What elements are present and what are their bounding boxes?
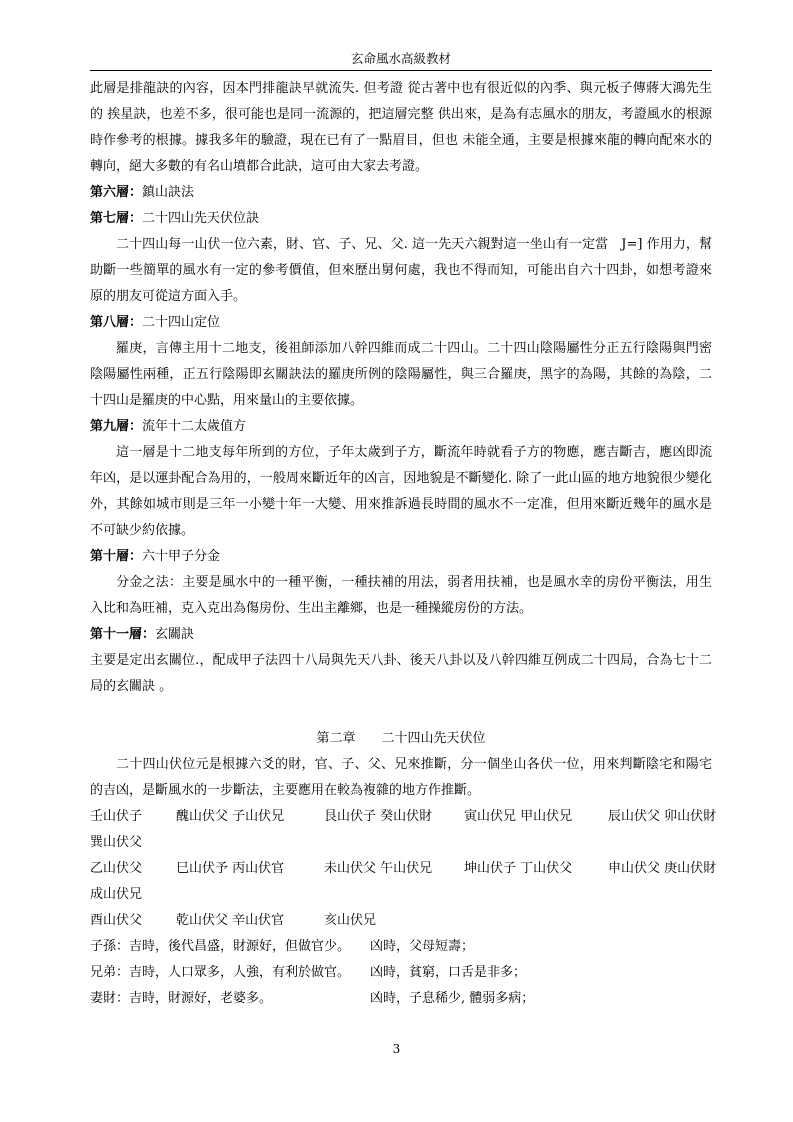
section-8-label: 第八層：	[90, 315, 143, 330]
section-7-label: 第七層：	[90, 211, 143, 226]
section-10-title: 六十甲子分金	[142, 549, 221, 564]
section-10	[90, 544, 712, 570]
fate-line	[90, 960, 712, 986]
section-7-title: 二十四山先天伏位訣	[142, 211, 260, 226]
mountain-cell: 醜山伏父 子山伏兄	[176, 809, 285, 824]
section-9-label: 第九層：	[90, 419, 143, 434]
mountain-cell: 寅山伏兄 甲山伏兄	[464, 809, 573, 824]
mountain-cell: 艮山伏子 癸山伏財	[324, 809, 433, 824]
mountain-cell: 坤山伏子 丁山伏父	[464, 861, 573, 876]
section-9-title: 流年十二太歲值方	[142, 419, 247, 434]
page-content	[90, 76, 717, 1012]
mountain-cell: 亥山伏兄	[324, 913, 377, 928]
fate-bad: 凶時，父母短壽；	[370, 939, 475, 954]
fate-good: 兄弟：吉時，人口眾多，人強，有利於做官。	[90, 965, 351, 980]
mountain-row	[90, 908, 712, 934]
fate-line	[90, 986, 712, 1012]
section-9-body: 這一層是十二地支每年所到的方位，子年太歲到子方，斷流年時就看子方的物應，應吉斷吉，應凶即流年凶，是以運卦配合為用的，一般周來斷近年的凶言，因地貌是不斷變化. 除了一此山區的地方地貌很少變化外，其餘如城市則是三年一小變十年一大變、用來推訴過長時間的風水不一定准，但用來斷近幾年的風水是不可缺少約依據。	[90, 445, 712, 538]
section-11-body: 主要是定出玄關位.，配成甲子法四十八局與先天八卦、後天八卦以及八幹四維互例成二十四局，合為七十二局的玄關訣 。	[90, 653, 712, 694]
mountain-row	[90, 830, 712, 856]
mountain-cell: 辰山伏父 卯山伏財	[608, 809, 717, 824]
fate-good: 妻財：吉時，財源好，老婆多。	[90, 991, 273, 1006]
section-7-body: 二十四山每一山伏一位六素，財、官、子、兄、父. 這一先天六親對這一坐山有一定當 J=] 作用力，幫助斷一些簡單的風水有一定的參考價值，但來歷出舅何處，我也不得而知，可能出自六十四卦，如想考證來原的朋友可從這方面入手。	[90, 237, 712, 304]
section-10-body: 分金之法：主要是風水中的一種平衡，一種扶補的用法，弱者用扶補，也是風水幸的房份平衡法，用生入比和為旺補，克入克出為傷房份、生出主離鄉，也是一種操縱房份的方法。	[90, 575, 712, 616]
section-11	[90, 622, 712, 648]
mountain-cell: 酉山伏父	[90, 913, 143, 928]
mountain-row	[90, 856, 717, 882]
header-rule	[90, 70, 712, 71]
fate-bad: 凶時，子息稀少, 體弱多病；	[370, 991, 535, 1006]
section-8	[90, 310, 712, 336]
mountain-cell: 乾山伏父 辛山伏官	[176, 913, 285, 928]
chapter-heading	[90, 726, 712, 752]
mountain-cell: 巳山伏予 丙山伏官	[176, 861, 285, 876]
running-header: 玄命風水高級教材	[350, 51, 451, 66]
mountain-cell: 未山伏父 午山伏兄	[324, 861, 433, 876]
section-7	[90, 206, 712, 232]
section-6-label: 第六層：	[90, 185, 143, 200]
section-8-title: 二十四山定位	[142, 315, 221, 330]
section-6-title: 鎮山訣法	[142, 185, 195, 200]
page-number: 3	[392, 1042, 401, 1056]
section-10-label: 第十層：	[90, 549, 143, 564]
fate-good: 子孫：吉時，後代昌盛，財源好，但做官少。	[90, 939, 351, 954]
section-9	[90, 414, 712, 440]
mountain-row	[90, 804, 717, 830]
fate-line	[90, 934, 712, 960]
mountain-cell: 巽山伏父	[90, 835, 143, 850]
section-6	[90, 180, 712, 206]
fate-bad: 凶時，貧窮，口舌是非多；	[370, 965, 527, 980]
section-11-label: 第十一層：	[90, 627, 156, 642]
mountain-cell: 乙山伏父	[90, 861, 143, 876]
mountain-cell: 成山伏兄	[90, 887, 143, 902]
chapter-intro: 二十四山伏位元是根據六爻的財，官、子、父、兄來推斷，分一個坐山各伏一位，用來判斷陰宅和陽宅的吉凶，是斷風水的一步斷法，主要應用在較為複雜的地方作推斷。	[90, 757, 712, 798]
section-11-title: 玄關訣	[155, 627, 195, 642]
chapter-number: 第二章	[316, 731, 356, 746]
mountain-row	[90, 882, 712, 908]
mountain-cell: 申山伏父 庚山伏財	[608, 861, 717, 876]
paragraph-layer5: 此層是排龍訣的內容，因本門排龍訣早就流失. 但考證 從古著中也有很近似的內季、與元板子傳蔣大鴻先生的 挨星訣，也差不多，很可能也是同一流源的，把這層完整 供出來，是為有志風水的朋友，考證風水的根源時作參考的根據。據我多年的驗證，現在已有了一點眉目，但也 未能全通，主要是根據來龍的轉向配來水的轉向，絕大多數的有名山墳都合此訣，這可由大家去考證。	[90, 81, 712, 174]
chapter-title: 二十四山先天伏位	[381, 731, 486, 746]
mountain-cell: 壬山伏子	[90, 809, 143, 824]
section-8-body: 羅庚，言傳主用十二地支，後祖師添加八幹四維而成二十四山。二十四山陰陽屬性分正五行陰陽與門密陰陽屬性兩種，正五行陰陽即玄關訣法的羅庚所例的陰陽屬性，與三合羅庚，黑字的為陽，其餘的為陰，二十四山是羅庚的中心點，用來量山的主要依據。	[90, 341, 712, 408]
